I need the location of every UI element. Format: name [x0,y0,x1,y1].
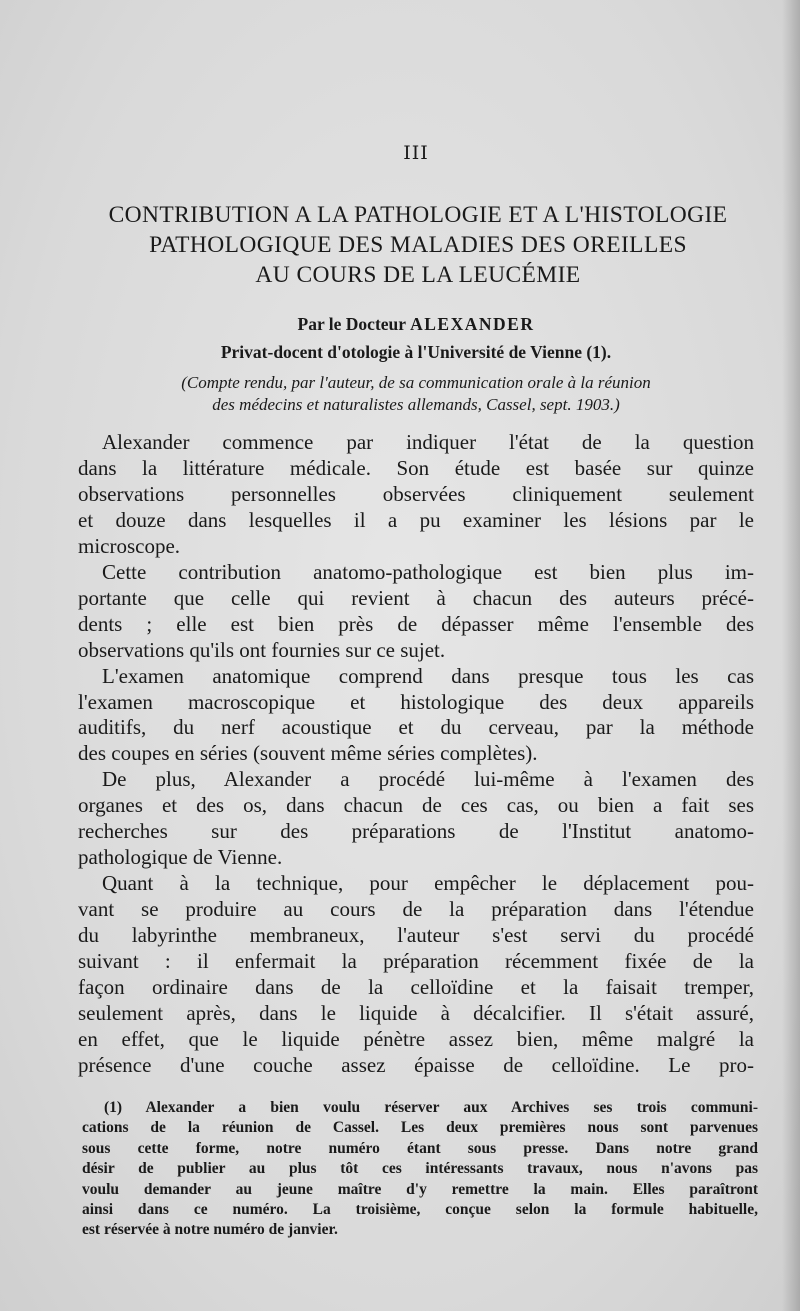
body-line: De plus, Alexander a procédé lui-même à l'examen des [102,767,754,792]
body-line: vant se produire au cours de la préparation dans l'étendue [78,897,754,922]
footnote-line: est réservée à notre numéro de janvier. [82,1221,338,1239]
footnote-line: cations de la réunion de Cassel. Les deux premières nous sont parvenues [82,1119,758,1137]
author-affiliation: Privat-docent d'otologie à l'Université de Vienne (1). [220,342,612,362]
body-line: l'examen macroscopique et histologique des deux appareils [78,689,754,714]
page-edge-shadow [782,0,800,1311]
byline-prefix: Par le Docteur [297,314,406,334]
body-line: et douze dans lesquelles il a pu examiner les lésions par le [78,507,754,532]
body-line: microscope. [78,533,181,558]
author-name: ALEXANDER [410,314,535,334]
body-line: L'examen anatomique comprend dans presque tous les cas [102,663,754,688]
compte-rendu-line: (Compte rendu, par l'auteur, de sa communication orale à la réunion [181,373,651,392]
body-line: observations personnelles observées cliniquement seulement [78,481,754,506]
title-line: AU COURS DE LA LEUCÉMIE [255,262,581,288]
compte-rendu-line: des médecins et naturalistes allemands, Cassel, sept. 1903.) [212,395,620,414]
article-body [78,430,754,1079]
body-line: du labyrinthe membraneux, l'auteur s'est servi du procédé [78,923,754,948]
body-line: recherches sur des préparations de l'Institut anatomo- [78,819,754,844]
body-line: des coupes en séries (souvent même séries complètes). [78,741,538,766]
body-line: portante que celle qui revient à chacun des auteurs précé- [78,585,754,610]
body-line: dents ; elle est bien près de dépasser même l'ensemble des [78,611,754,636]
footnote [82,1098,758,1241]
chapter-number: III [403,142,429,164]
footnote-line: ainsi dans ce numéro. La troisième, conçue selon la formule habituelle, [82,1201,758,1219]
body-line: observations qu'ils ont fournies sur ce sujet. [78,637,446,662]
body-line: façon ordinaire dans de la celloïdine et la faisait tremper, [78,975,754,1000]
body-line: auditifs, du nerf acoustique et du cerveau, par la méthode [78,715,754,740]
footnote-line: sous cette forme, notre numéro étant sous presse. Dans notre grand [82,1139,758,1157]
title-line: CONTRIBUTION A LA PATHOLOGIE ET A L'HISTOLOGIE [108,202,728,228]
body-line: en effet, que le liquide pénètre assez bien, même malgré la [78,1026,754,1051]
byline [78,312,754,336]
compte-rendu-note [78,372,754,416]
footnote-line: (1) Alexander a bien voulu réserver aux Archives ses trois communi- [104,1099,758,1116]
body-line: pathologique de Vienne. [78,845,283,870]
body-line: dans la littérature médicale. Son étude est basée sur quinze [78,455,754,480]
body-line: Cette contribution anatomo-pathologique est bien plus im- [102,559,754,584]
body-line: organes et des os, dans chacun de ces cas, ou bien a fait ses [78,793,754,818]
article-title [78,200,758,290]
body-line: présence d'une couche assez épaisse de celloïdine. Le pro- [78,1052,754,1077]
body-line: Alexander commence par indiquer l'état de la question [102,430,754,454]
body-line: Quant à la technique, pour empêcher le déplacement pou- [102,871,754,896]
footnote-line: voulu demander au jeune maître d'y remettre la main. Elles paraîtront [82,1180,758,1198]
body-line: seulement après, dans le liquide à décalcifier. Il s'était assuré, [78,1000,754,1025]
title-line: PATHOLOGIQUE DES MALADIES DES OREILLES [149,232,687,258]
body-line: suivant : il enfermait la préparation récemment fixée de la [78,949,754,974]
footnote-line: désir de publier au plus tôt ces intéressants travaux, nous n'avons pas [82,1160,758,1178]
